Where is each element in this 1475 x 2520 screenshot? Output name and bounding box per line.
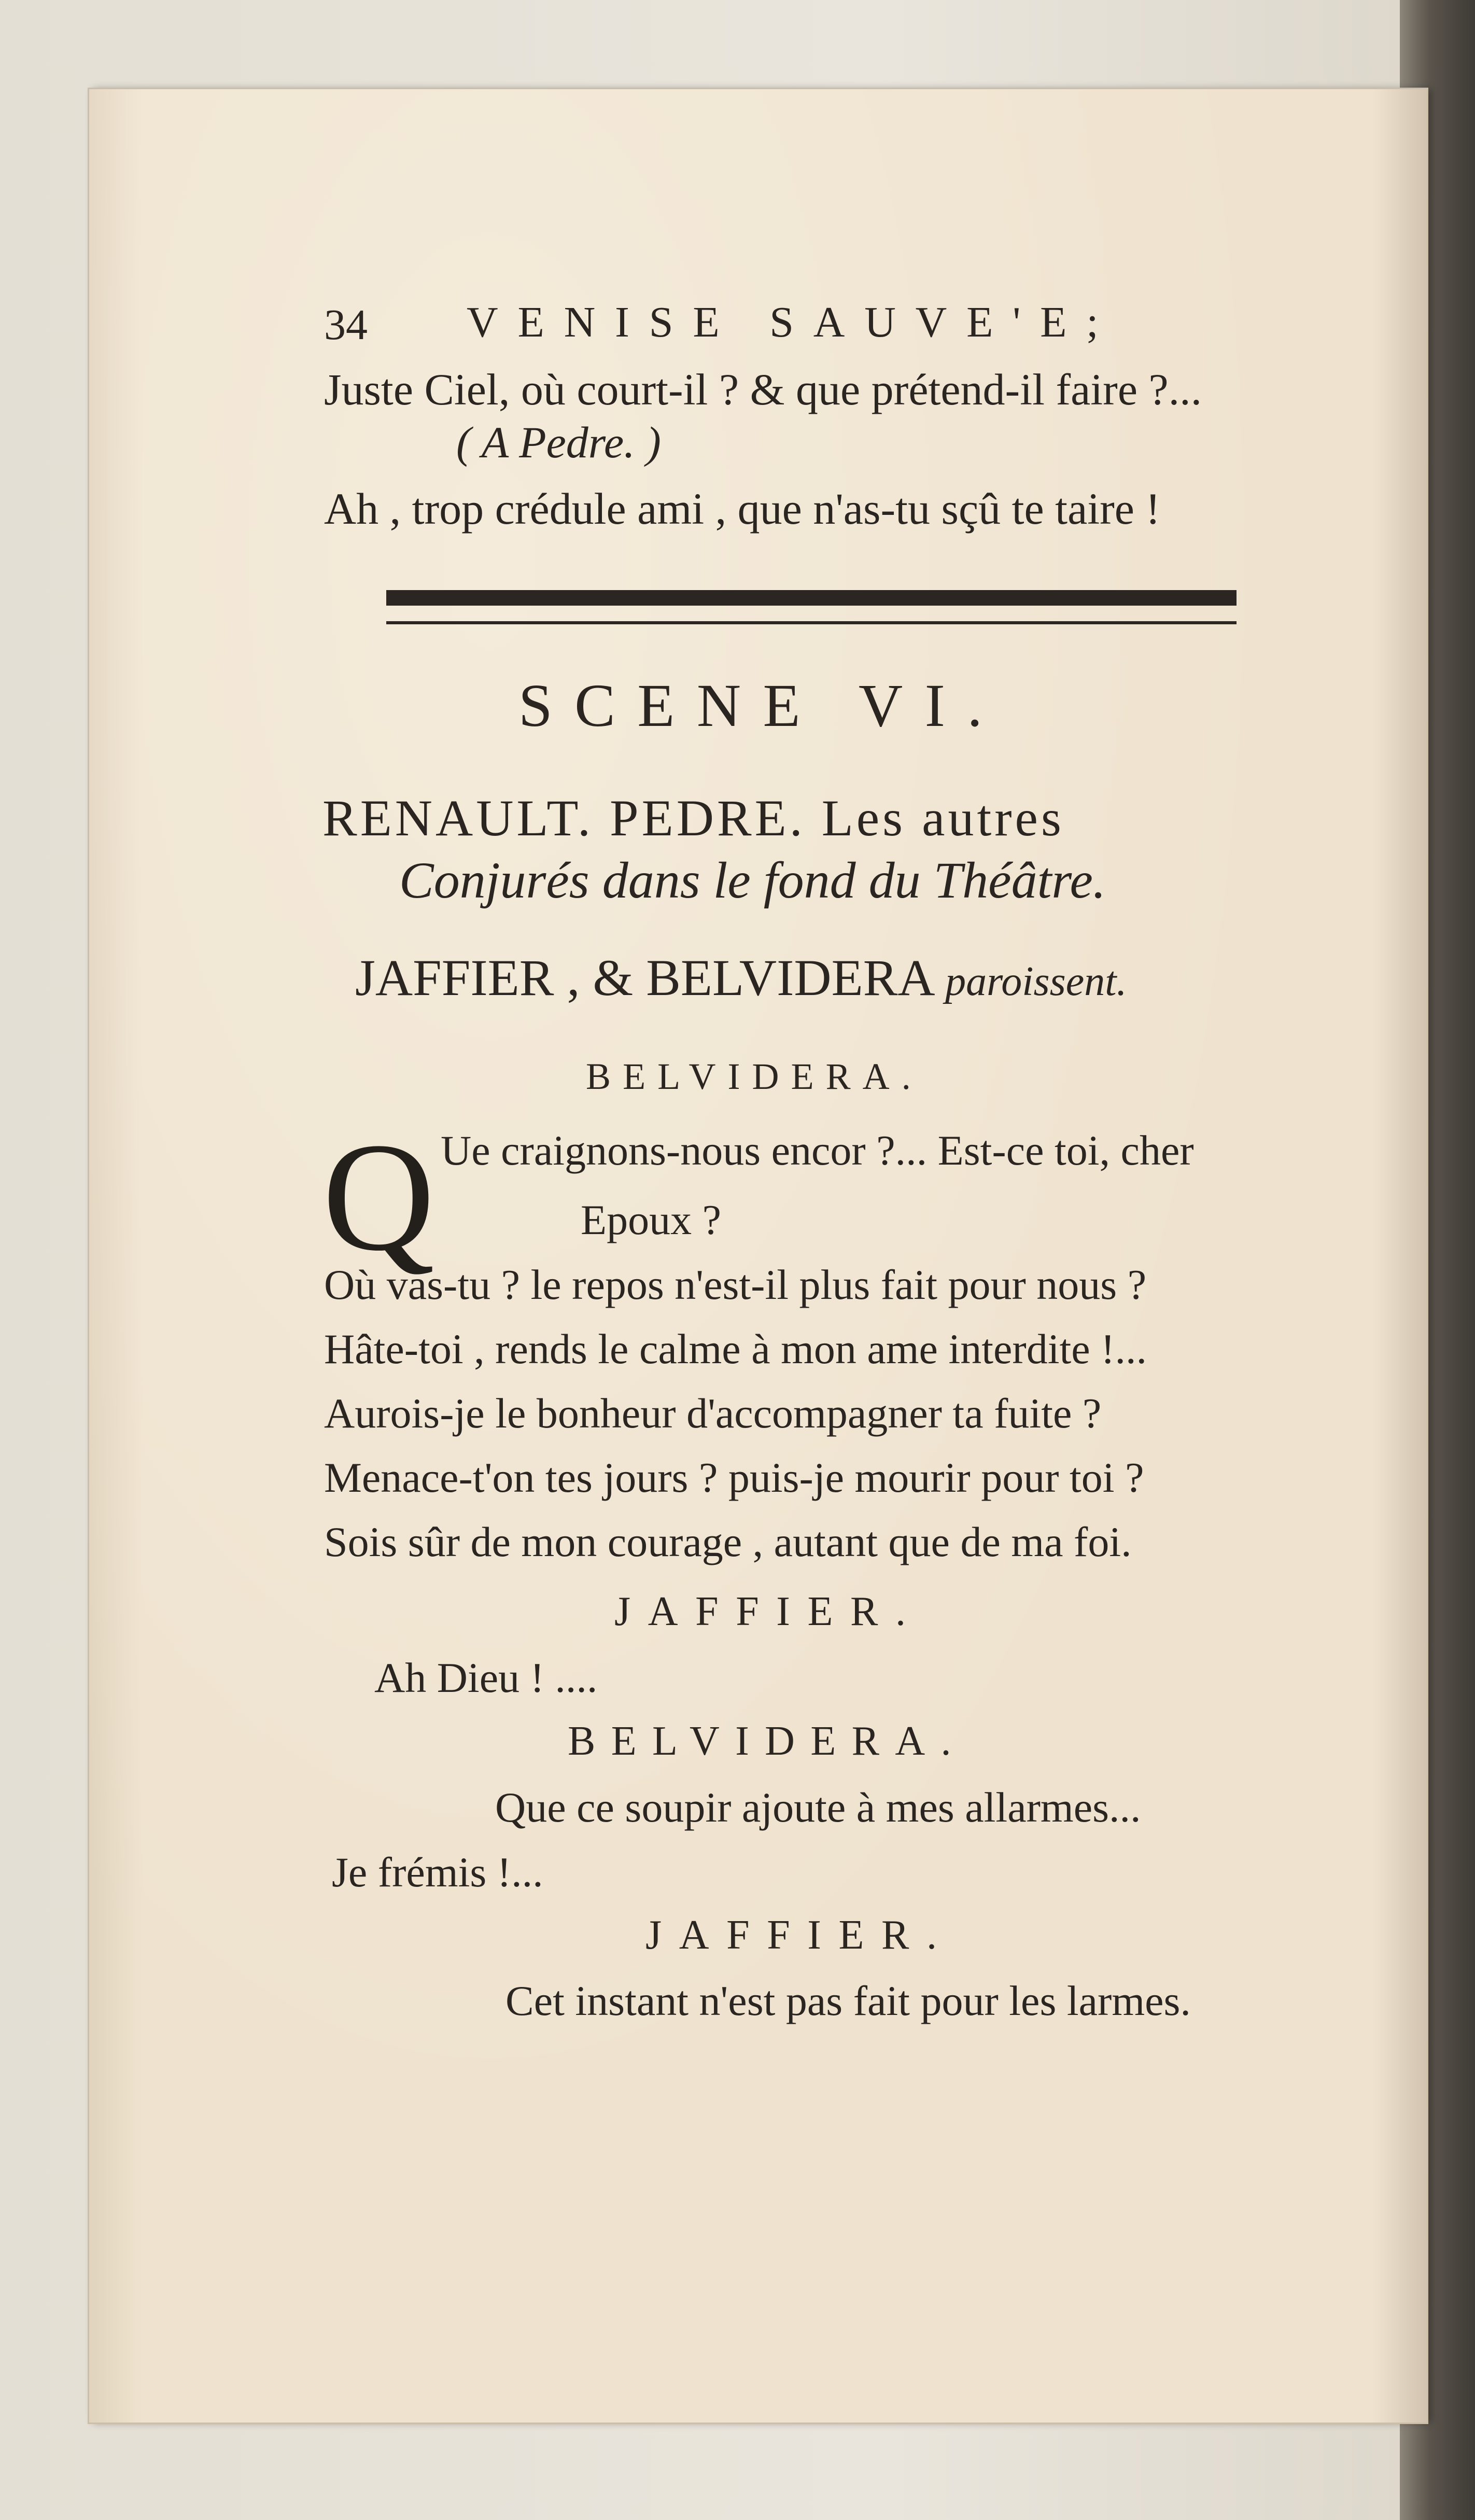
cast-list-line-1: RENAULT. PEDRE. Les autres xyxy=(322,789,1064,847)
book-page xyxy=(89,89,1427,2423)
stage-direction: ( A Pedre. ) xyxy=(456,417,661,467)
verse-line: Juste Ciel, où court-il ? & que prétend-il faire ?... xyxy=(324,365,1202,414)
speaker-name: JAFFIER. xyxy=(645,1912,954,1958)
verse-line: Ue craignons-nous encor ?... Est-ce toi, cher xyxy=(441,1127,1194,1174)
speaker-name: BELVIDERA. xyxy=(586,1056,923,1097)
entrance-action: paroissent. xyxy=(945,959,1127,1004)
drop-cap: Q xyxy=(322,1111,435,1283)
verse-line: Cet instant n'est pas fait pour les larmes. xyxy=(505,1977,1191,2024)
speaker-name: JAFFIER. xyxy=(614,1589,923,1634)
cast-list-line-2: Conjurés dans le fond du Théâtre. xyxy=(399,851,1106,909)
verse-line: Où vas-tu ? le repos n'est-il plus fait pour nous ? xyxy=(324,1261,1147,1308)
verse-line: Ah Dieu ! .... xyxy=(374,1654,598,1701)
verse-line: Hâte-toi , rends le calme à mon ame interdite !... xyxy=(324,1325,1147,1373)
speaker-name: BELVIDERA. xyxy=(568,1718,967,1764)
verse-line: Aurois-je le bonheur d'accompagner ta fuite ? xyxy=(324,1390,1102,1437)
entrance-line xyxy=(355,949,1127,1006)
running-title: VENISE SAUVE'E; xyxy=(467,298,1118,346)
page-number: 34 xyxy=(324,301,368,349)
ornamental-rule xyxy=(386,590,1237,606)
scene-title: SCENE VI. xyxy=(518,671,1005,739)
verse-line: Ah , trop crédule ami , que n'as-tu sçû te taire ! xyxy=(324,484,1161,534)
ornamental-rule-thin xyxy=(386,621,1237,624)
verse-line: Je frémis !... xyxy=(332,1849,543,1896)
verse-line: Que ce soupir ajoute à mes allarmes... xyxy=(495,1784,1141,1831)
entrance-names: JAFFIER , & BELVIDERA xyxy=(355,949,933,1006)
verse-line: Sois sûr de mon courage , autant que de ma foi. xyxy=(324,1518,1132,1565)
verse-line: Menace-t'on tes jours ? puis-je mourir pour toi ? xyxy=(324,1454,1144,1501)
verse-line: Epoux ? xyxy=(581,1196,721,1243)
